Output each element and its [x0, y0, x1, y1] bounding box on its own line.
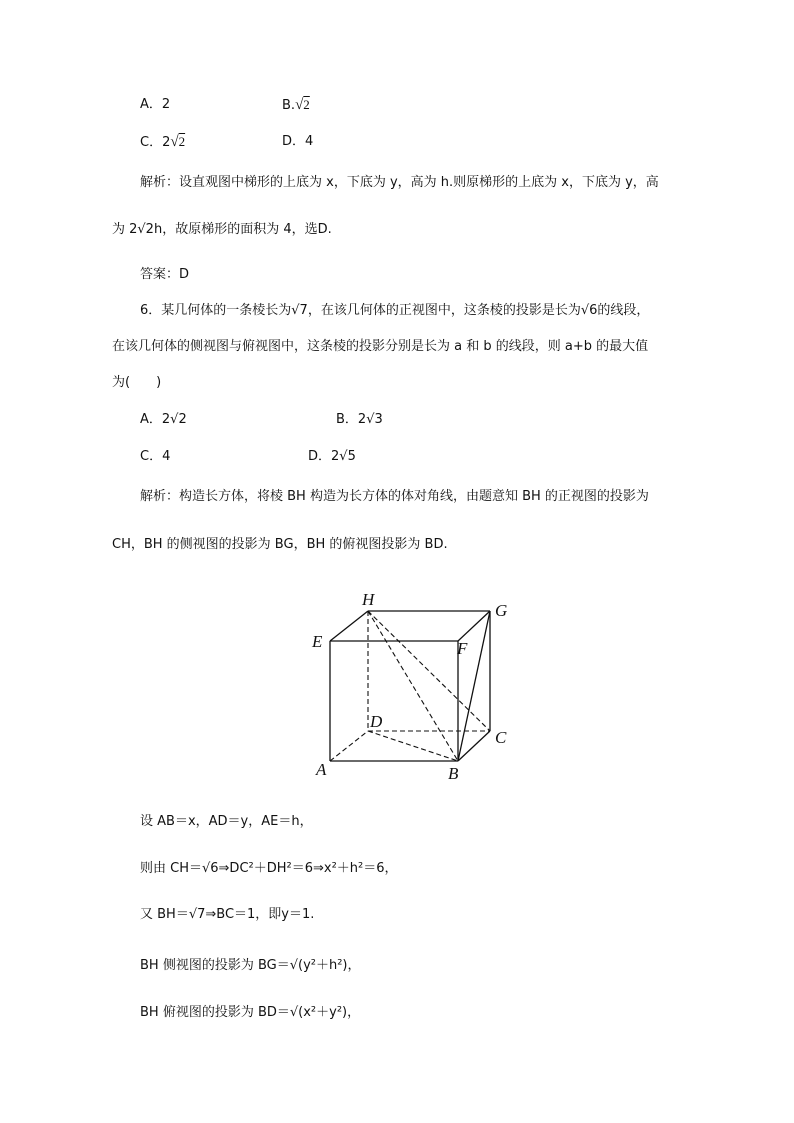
q5-analysis-line-2: 为 2√2h，故原梯形的面积为 4，选D.: [112, 222, 332, 237]
q6-step-3: 又 BH＝√7⇒BC＝1，即y＝1.: [140, 907, 315, 922]
label-B: B: [448, 764, 459, 783]
q5-analysis-line-1: 解析：设直观图中梯形的上底为 x，下底为 y，高为 h.则原梯形的上底为 x，下底为 y，高: [140, 175, 659, 190]
q6-stem-line-2: 在该几何体的侧视图与俯视图中，这条棱的投影分别是长为 a 和 b 的线段，则 a+b 的最大值: [112, 339, 649, 354]
label-D: D: [370, 712, 383, 731]
q6-analysis-line-1: 解析：构造长方体，将棱 BH 构造为长方体的体对角线，由题意知 BH 的正视图的投影为: [140, 489, 649, 504]
label-C: C: [495, 728, 507, 747]
q5-option-c: C．2√2: [140, 134, 186, 150]
label-G: G: [495, 601, 508, 620]
label-F: F: [457, 639, 468, 658]
q6-analysis-line-2: CH，BH 的侧视图的投影为 BG，BH 的俯视图投影为 BD.: [112, 537, 448, 552]
segment-DB: [368, 731, 458, 761]
q6-stem-line-1: 6．某几何体的一条棱长为√7，在该几何体的正视图中，这条棱的投影是长为√6的线段，: [140, 303, 650, 318]
cuboid-figure: [300, 585, 540, 785]
label-E: E: [312, 632, 323, 651]
q5-option-a: A．2: [140, 97, 171, 112]
edge-EH: [330, 611, 368, 641]
q6-stem-line-3: 为( ): [112, 375, 162, 390]
q6-step-4: BH 侧视图的投影为 BG＝√(y²＋h²)，: [140, 958, 361, 973]
q5-answer: 答案：D: [140, 267, 190, 282]
hidden-edge-AD: [330, 731, 368, 761]
q6-option-a: A．2√2: [140, 412, 187, 427]
q5-option-b: B.√2: [282, 97, 310, 113]
label-A: A: [316, 760, 327, 779]
q6-option-c: C．4: [140, 449, 171, 464]
label-H: H: [362, 590, 375, 609]
segment-BG: [458, 611, 490, 761]
q6-step-2: 则由 CH＝√6⇒DC²＋DH²＝6⇒x²＋h²＝6，: [140, 861, 398, 876]
q6-step-1: 设 AB＝x，AD＝y，AE＝h，: [140, 814, 313, 829]
q5-option-d: D．4: [282, 134, 314, 149]
q6-option-d: D．2√5: [308, 449, 356, 464]
q6-option-b: B．2√3: [336, 412, 383, 427]
q6-step-5: BH 俯视图的投影为 BD＝√(x²＋y²)，: [140, 1005, 361, 1020]
